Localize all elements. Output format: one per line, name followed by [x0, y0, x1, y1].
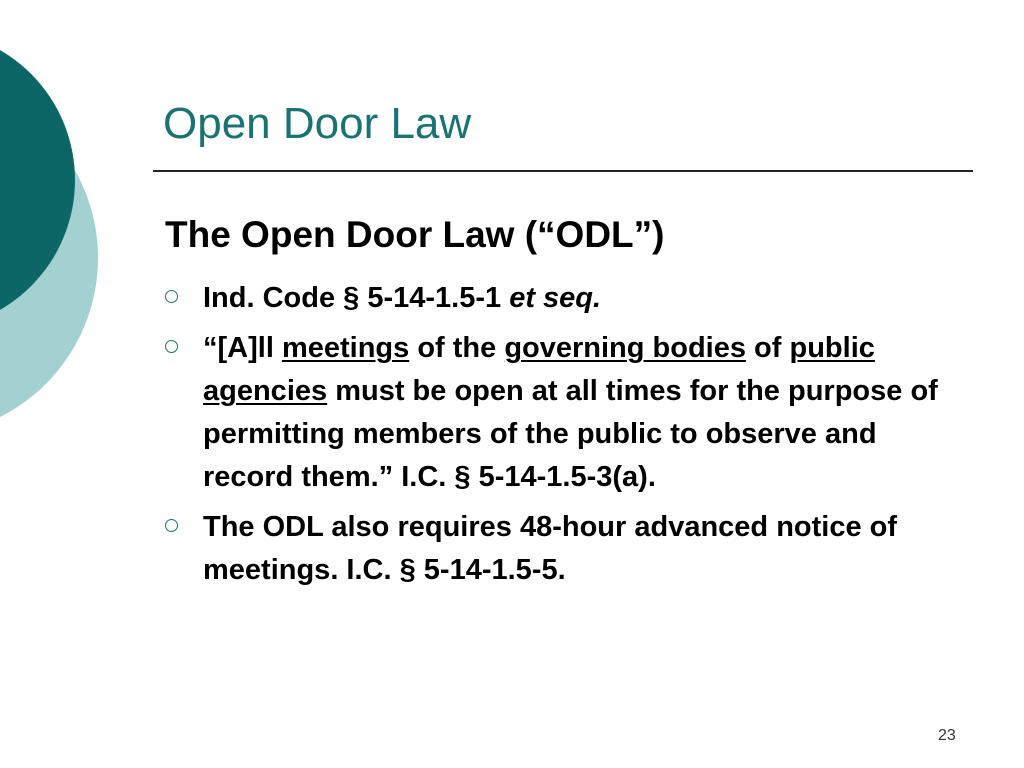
quote-text-1: “[A]ll	[203, 332, 282, 364]
bullet-marker-icon	[165, 519, 178, 532]
bullet-marker-icon	[165, 290, 178, 303]
quote-text-4: must be open at all times for the purpose of permitting members of the public to observe and record them.” I.C. § 5-14-1.5-3(a).	[203, 375, 938, 493]
page-number: 23	[938, 727, 956, 744]
notice-text: The ODL also requires 48-hour advanced notice of meetings. I.C. § 5-14-1.5-5.	[203, 511, 898, 586]
quote-text-3: of	[746, 332, 790, 364]
slide-subtitle: The Open Door Law (“ODL”)	[165, 214, 665, 255]
bullet-marker-icon	[165, 340, 178, 353]
term-public-agencies: public agencies	[203, 332, 875, 407]
bullet-quote	[165, 327, 965, 499]
quote-text-2: of the	[409, 332, 505, 364]
decorative-circles	[0, 0, 110, 420]
slide-title: Open Door Law	[163, 99, 472, 148]
citation-italic: et seq.	[509, 282, 602, 314]
bullet-list	[165, 277, 965, 592]
citation-text: Ind. Code § 5-14-1.5-1	[203, 282, 510, 314]
term-meetings: meetings	[281, 332, 410, 364]
term-governing-bodies: governing bodies	[504, 332, 746, 364]
bullet-citation	[165, 277, 965, 320]
bullet-notice	[165, 506, 965, 592]
title-divider	[153, 170, 973, 172]
